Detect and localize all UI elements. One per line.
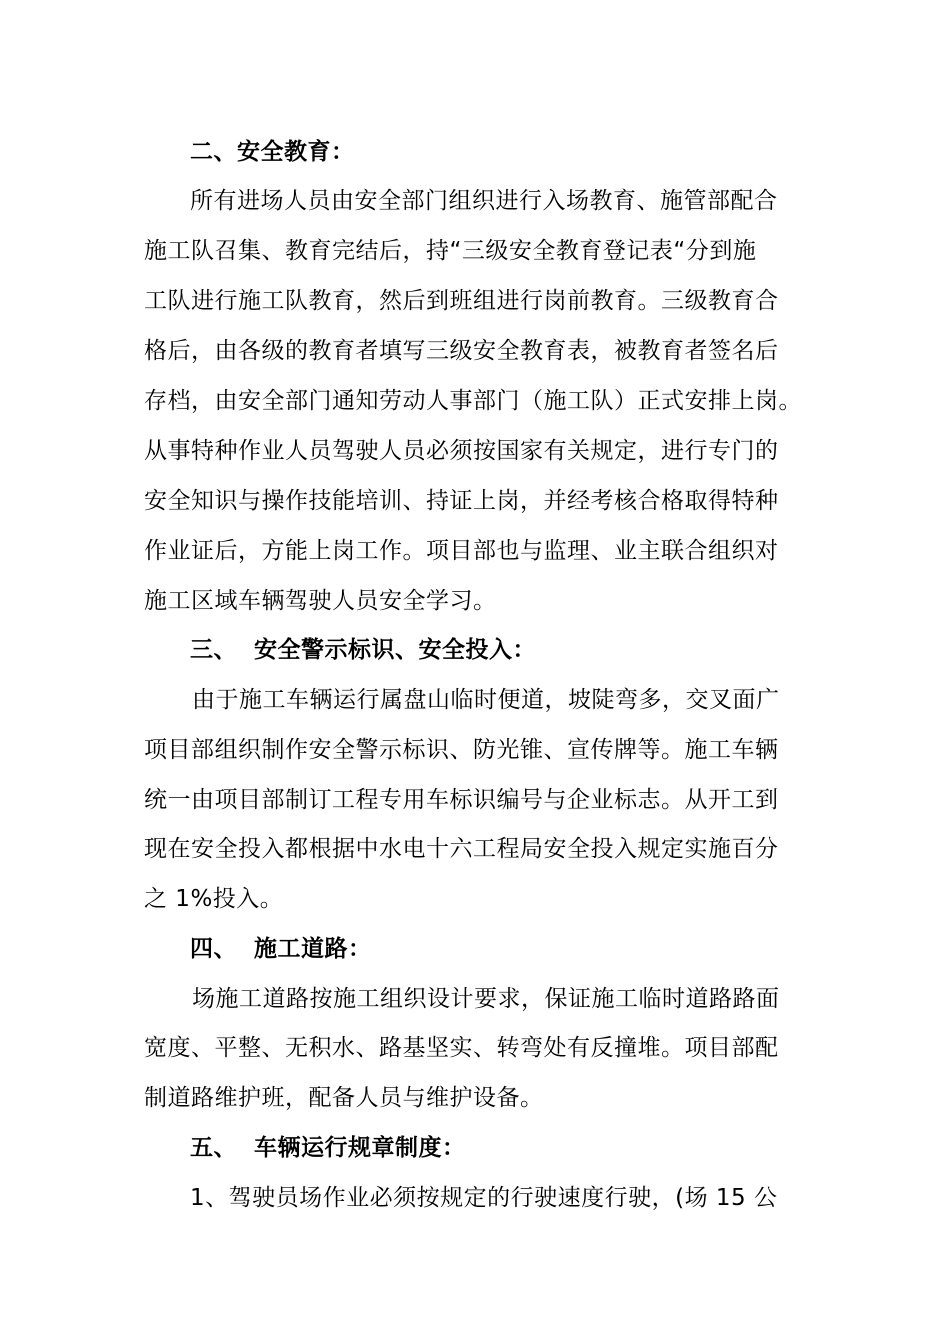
section-heading-construction-roads: 四、 施工道路：	[190, 936, 372, 962]
paragraph-line: 之 1%投入。	[144, 886, 284, 912]
paragraph-line: 制道路维护班，配备人员与维护设备。	[144, 1085, 544, 1111]
paragraph-line: 1、驾驶员场作业必须按规定的行驶速度行驶，(场 15 公	[190, 1185, 778, 1211]
paragraph-line: 施工队召集、教育完结后，持“三级安全教育登记表“分到施	[144, 238, 757, 264]
paragraph-line: 工队进行施工队教育，然后到班组进行岗前教育。三级教育合	[144, 288, 779, 314]
paragraph-line: 由于施工车辆运行属盘山临时便道，坡陡弯多，交叉面广	[192, 687, 780, 713]
paragraph-line: 项目部组织制作安全警示标识、防光锥、宣传牌等。施工车辆	[144, 737, 779, 763]
paragraph-line: 存档，由安全部门通知劳动人事部门（施工队）正式安排上岗。	[144, 388, 802, 414]
section-heading-safety-signs: 三、 安全警示标识、安全投入：	[190, 637, 537, 663]
paragraph-line: 从事特种作业人员驾驶人员必须按国家有关规定，进行专门的	[144, 438, 779, 464]
paragraph-line: 所有进场人员由安全部门组织进行入场教育、施管部配合	[190, 188, 778, 214]
paragraph-line: 安全知识与操作技能培训、持证上岗，并经考核合格取得特种	[144, 488, 779, 514]
paragraph-line: 统一由项目部制订工程专用车标识编号与企业标志。从开工到	[144, 787, 779, 813]
section-heading-vehicle-rules: 五、 车辆运行规章制度：	[190, 1135, 466, 1161]
paragraph-line: 格后，由各级的教育者填写三级安全教育表，被教育者签名后	[144, 338, 779, 364]
paragraph-line: 场施工道路按施工组织设计要求，保证施工临时道路路面	[192, 986, 780, 1012]
section-heading-safety-education: 二、安全教育：	[190, 139, 355, 165]
paragraph-line: 作业证后，方能上岗工作。项目部也与监理、业主联合组织对	[144, 538, 779, 564]
paragraph-line: 宽度、平整、无积水、路基坚实、转弯处有反撞堆。项目部配	[144, 1035, 779, 1061]
paragraph-line: 施工区域车辆驾驶人员安全学习。	[144, 588, 497, 614]
paragraph-line: 现在安全投入都根据中水电十六工程局安全投入规定实施百分	[144, 836, 779, 862]
